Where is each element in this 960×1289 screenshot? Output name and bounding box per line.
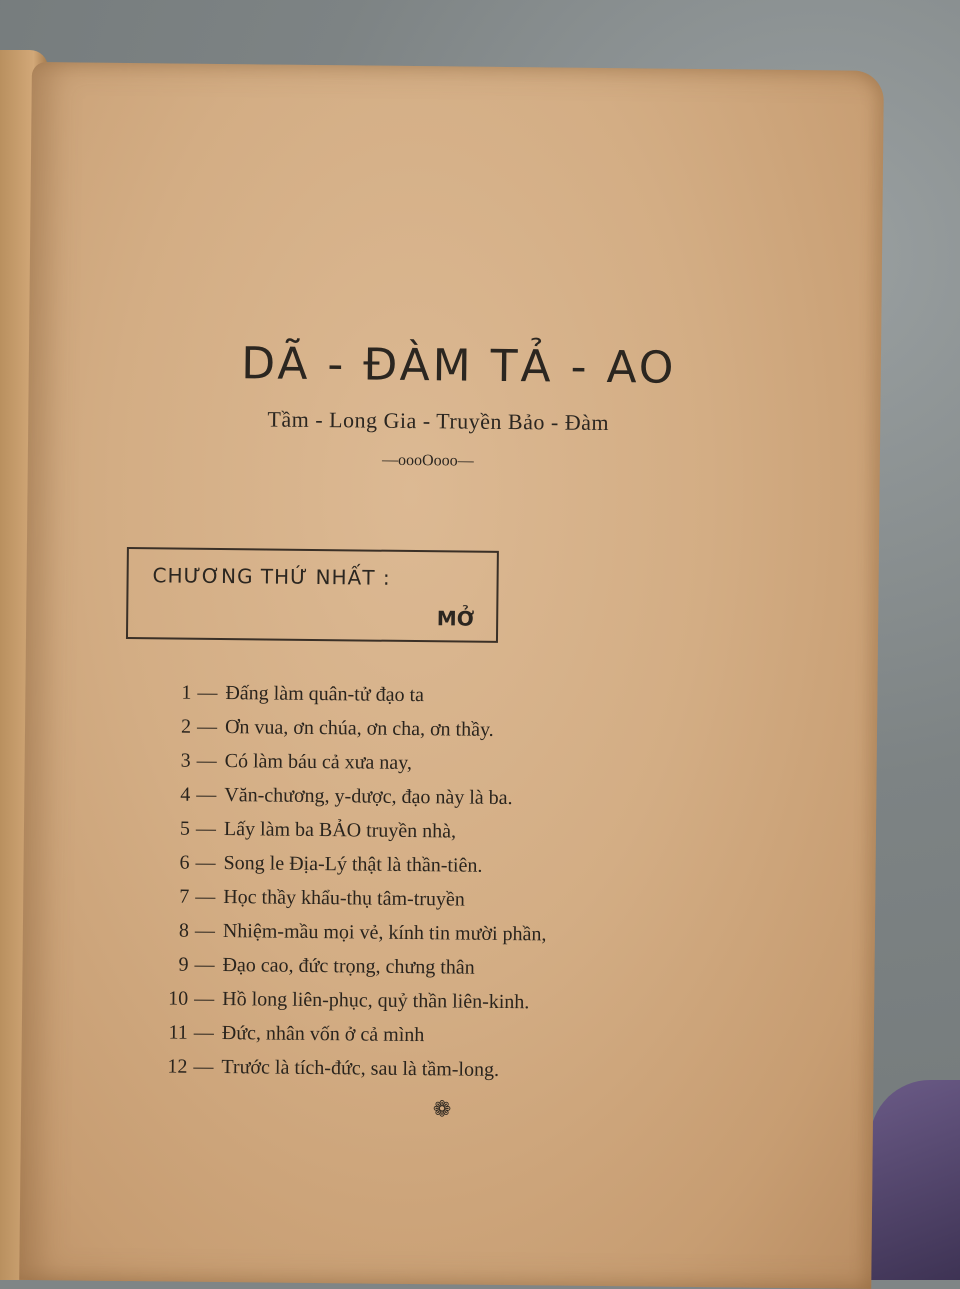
verse-line xyxy=(155,709,715,749)
verse-number: 3 xyxy=(180,749,191,772)
verse-text: Có làm báu cả xưa nay, xyxy=(224,750,413,775)
verse-number: 2 xyxy=(180,715,192,738)
verse-dash: — xyxy=(197,681,218,704)
verse-line xyxy=(152,947,712,987)
verse-number: 5 xyxy=(179,817,191,840)
verse-dash: — xyxy=(196,715,218,738)
cloth-corner xyxy=(870,1080,960,1280)
verse-text: Đạo cao, đức trọng, chưng thân xyxy=(222,954,475,979)
verse-number: 9 xyxy=(178,953,189,976)
verse-text: Trước là tích-đức, sau là tầm-long. xyxy=(221,1056,500,1081)
verse-dash: — xyxy=(195,851,216,874)
verse-line xyxy=(153,913,713,953)
chapter-title: MỞ xyxy=(436,606,475,631)
verse-number: 10 xyxy=(168,987,189,1010)
verse-number: 11 xyxy=(168,1021,188,1044)
verse-dash: — xyxy=(196,783,217,806)
verse-text: Học thầy khẩu-thụ tâm-truyền xyxy=(223,886,465,911)
verse-text: Ơn vua, ơn chúa, ơn cha, ơn thầy. xyxy=(224,716,494,741)
verse-dash: — xyxy=(195,817,217,840)
page-subtitle: Tầm - Long Gia - Truyền Bảo - Đàm xyxy=(267,406,610,436)
verse-text: Đức, nhân vốn ở cả mình xyxy=(221,1022,425,1047)
verse-number: 4 xyxy=(180,783,191,806)
chapter-box xyxy=(126,547,499,643)
verse-line xyxy=(152,981,712,1021)
verse-dash: — xyxy=(194,953,215,976)
verse-text: Nhiệm-mầu mọi vẻ, kính tin mười phần, xyxy=(222,920,547,946)
verse-dash: — xyxy=(196,749,217,772)
verse-line xyxy=(153,879,713,919)
verse-text: Hồ long liên-phục, quỷ thần liên-kinh. xyxy=(222,988,530,1014)
book-page xyxy=(19,62,884,1289)
verse-dash: — xyxy=(194,919,216,942)
verse-line xyxy=(153,845,713,885)
verse-dash: — xyxy=(193,1055,214,1078)
verse-number: 7 xyxy=(179,885,190,908)
verse-line xyxy=(151,1049,711,1089)
flower-ornament-icon: ❁ xyxy=(432,1096,452,1122)
verse-text: Văn-chương, y-dược, đạo này là ba. xyxy=(224,784,513,810)
verse-text: Song le Địa-Lý thật là thần-tiên. xyxy=(223,852,483,877)
verse-dash: — xyxy=(194,987,215,1010)
verse-line xyxy=(155,675,715,715)
page-title: DÃ - ĐÀM TẢ - AO xyxy=(240,338,677,394)
verse-dash: — xyxy=(195,885,216,908)
verse-number: 12 xyxy=(167,1055,188,1078)
verse-number: 8 xyxy=(178,919,190,942)
verse-dash: — xyxy=(193,1021,214,1044)
verse-text: Đấng làm quân-tử đạo ta xyxy=(225,682,425,707)
verse-number: 6 xyxy=(179,851,190,874)
title-ornament: —oooOooo— xyxy=(381,451,474,470)
verse-number: 1 xyxy=(181,681,192,704)
chapter-heading: CHƯƠNG THỨ NHẤT : xyxy=(152,563,391,590)
verse-text: Lấy làm ba BẢO truyền nhà, xyxy=(223,818,457,843)
verse-list xyxy=(151,675,715,1089)
